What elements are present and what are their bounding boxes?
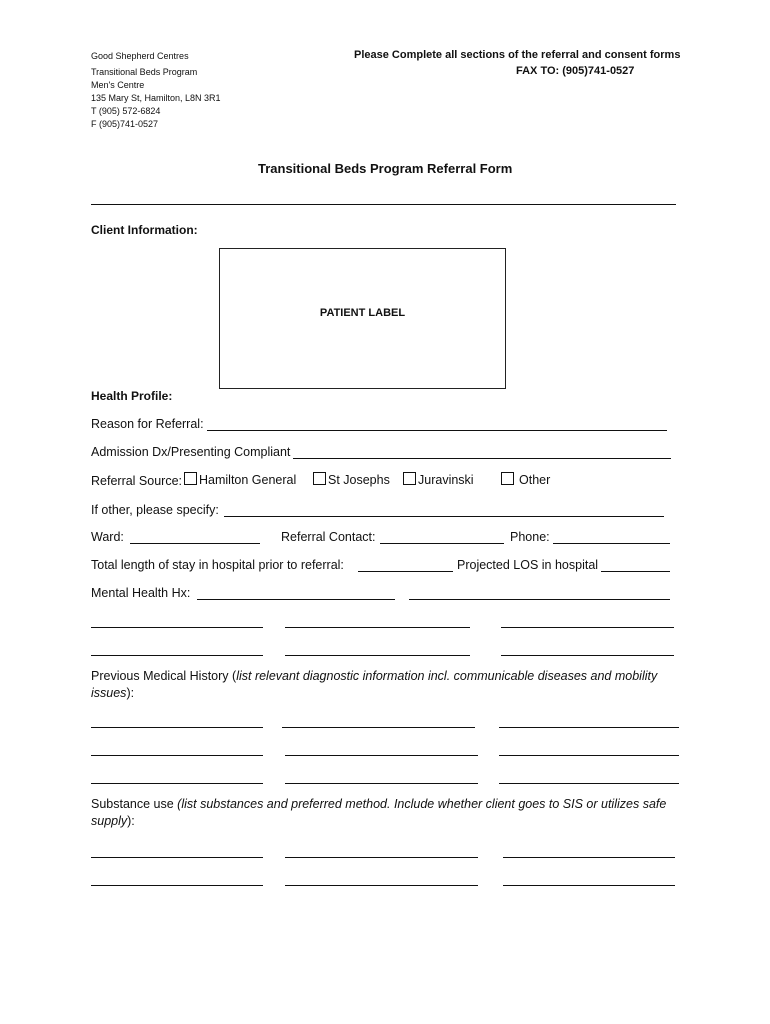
substance-italic-2: supply — [91, 814, 128, 828]
mental-health-line[interactable] — [501, 655, 674, 656]
substance-line[interactable] — [503, 885, 675, 886]
patient-label-box — [219, 248, 506, 389]
substance-line[interactable] — [91, 885, 263, 886]
form-title: Transitional Beds Program Referral Form — [258, 161, 513, 176]
fax-to: FAX TO: (905)741-0527 — [516, 65, 635, 77]
juravinski-checkbox[interactable] — [403, 472, 416, 485]
org-fax: F (905)741-0527 — [91, 119, 159, 129]
source-juravinski[interactable] — [403, 472, 474, 487]
client-info-heading: Client Information: — [91, 223, 198, 237]
prev-medical-italic-2: issues — [91, 686, 127, 700]
substance-line[interactable] — [285, 857, 478, 858]
title-divider — [91, 204, 676, 205]
ward-field[interactable] — [130, 543, 260, 544]
source-hamilton[interactable] — [184, 472, 296, 487]
prev-medical-line[interactable] — [499, 783, 679, 784]
source-other[interactable] — [501, 472, 550, 487]
reason-label: Reason for Referral: — [91, 417, 204, 431]
org-centre: Men's Centre — [91, 80, 145, 90]
other-checkbox[interactable] — [501, 472, 514, 485]
prev-medical-label-line2 — [91, 686, 134, 700]
substance-line[interactable] — [91, 857, 263, 858]
org-phone: T (905) 572-6824 — [91, 106, 161, 116]
mental-health-line[interactable] — [501, 627, 674, 628]
projected-los-field[interactable] — [601, 571, 670, 572]
prev-medical-line[interactable] — [91, 727, 263, 728]
admission-field[interactable] — [293, 458, 671, 459]
if-other-field[interactable] — [224, 516, 664, 517]
org-name: Good Shepherd Centres — [91, 51, 189, 61]
if-other-label: If other, please specify: — [91, 503, 219, 517]
referral-source-label: Referral Source: — [91, 474, 183, 488]
prev-medical-italic: list relevant diagnostic information incl. communicable diseases and mobility — [236, 669, 658, 683]
prev-medical-line[interactable] — [499, 755, 679, 756]
stjosephs-label: St Josephs — [328, 473, 390, 487]
health-profile-heading: Health Profile: — [91, 389, 173, 403]
mental-health-line[interactable] — [91, 627, 263, 628]
referral-contact-label: Referral Contact: — [281, 530, 376, 544]
admission-label: Admission Dx/Presenting Compliant — [91, 445, 291, 459]
prev-medical-line[interactable] — [285, 783, 478, 784]
mental-health-field-1[interactable] — [197, 599, 395, 600]
prev-medical-label — [91, 669, 657, 683]
org-program: Transitional Beds Program — [91, 67, 198, 77]
prev-medical-end: ): — [126, 686, 135, 700]
phone-label: Phone: — [510, 530, 550, 544]
prev-medical-line[interactable] — [91, 783, 263, 784]
phone-field[interactable] — [553, 543, 670, 544]
substance-italic: (list substances and preferred method. Include whether client goes to SIS or utilizes safe — [177, 797, 667, 811]
prev-medical-line[interactable] — [91, 755, 263, 756]
substance-line[interactable] — [503, 857, 675, 858]
substance-label-line2 — [91, 814, 135, 828]
hamilton-label: Hamilton General — [199, 473, 297, 487]
hamilton-checkbox[interactable] — [184, 472, 197, 485]
total-los-label: Total length of stay in hospital prior to referral: — [91, 558, 344, 572]
substance-end: ): — [127, 814, 135, 828]
referral-contact-field[interactable] — [380, 543, 504, 544]
substance-line[interactable] — [285, 885, 478, 886]
reason-field[interactable] — [207, 430, 667, 431]
prev-medical-text: Previous Medical History ( — [91, 669, 237, 683]
stjosephs-checkbox[interactable] — [313, 472, 326, 485]
instruction-text: Please Complete all sections of the referral and consent forms — [354, 49, 681, 61]
other-label: Other — [519, 473, 551, 487]
juravinski-label: Juravinski — [418, 473, 474, 487]
mental-health-label: Mental Health Hx: — [91, 586, 191, 600]
patient-label-text: PATIENT LABEL — [319, 307, 406, 319]
mental-health-line[interactable] — [285, 655, 470, 656]
prev-medical-line[interactable] — [499, 727, 679, 728]
ward-label: Ward: — [91, 530, 124, 544]
mental-health-line[interactable] — [285, 627, 470, 628]
prev-medical-line[interactable] — [282, 727, 475, 728]
prev-medical-line[interactable] — [285, 755, 478, 756]
projected-los-label: Projected LOS in hospital — [457, 558, 599, 572]
source-stjosephs[interactable] — [313, 472, 390, 487]
substance-label — [91, 797, 666, 811]
substance-text: Substance use — [91, 797, 178, 811]
mental-health-field-2[interactable] — [409, 599, 670, 600]
total-los-field[interactable] — [358, 571, 453, 572]
org-address: 135 Mary St, Hamilton, L8N 3R1 — [91, 93, 221, 103]
mental-health-line[interactable] — [91, 655, 263, 656]
